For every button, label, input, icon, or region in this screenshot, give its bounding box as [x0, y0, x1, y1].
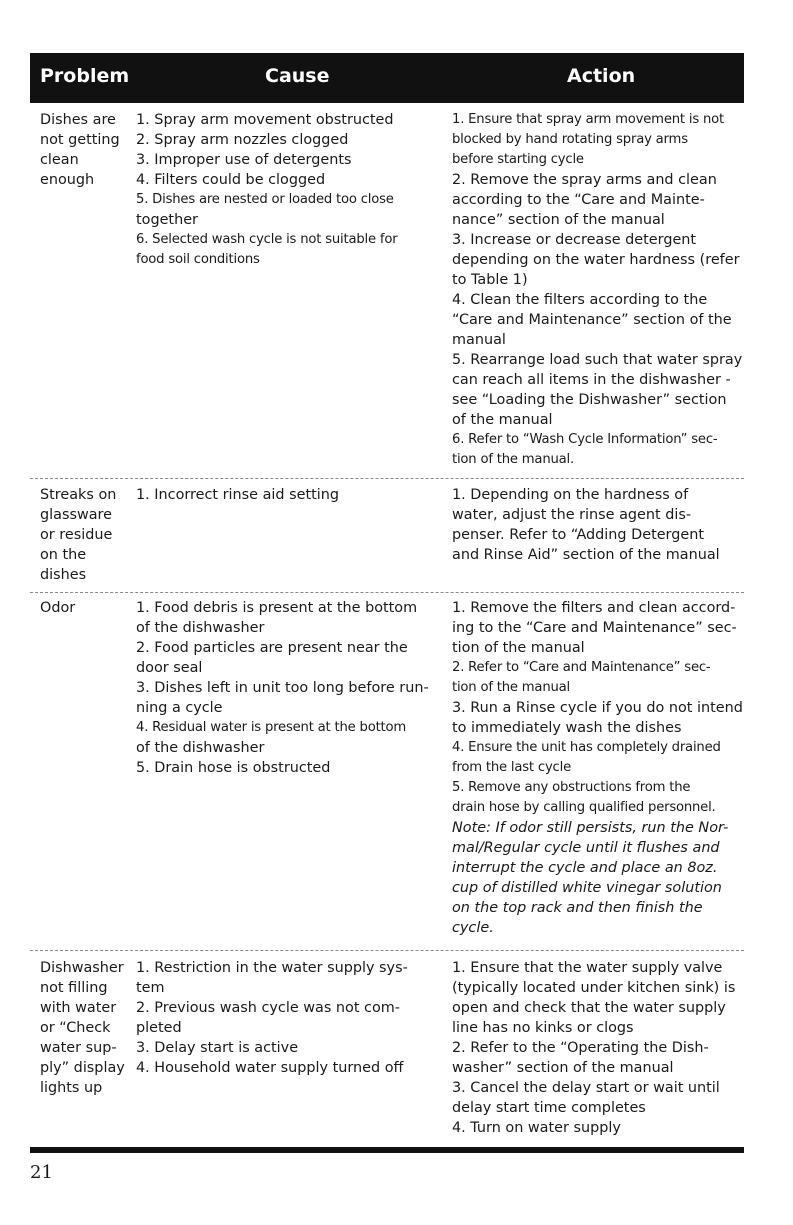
action-line: 4. Clean the filters according to the	[452, 292, 708, 308]
problem-line: ply” display	[40, 1060, 125, 1076]
action-line: from the last cycle	[452, 760, 571, 775]
action-line: 2. Refer to the “Operating the Dish-	[452, 1040, 709, 1056]
header-cause: Cause	[265, 65, 330, 87]
action-line: delay start time completes	[452, 1100, 646, 1116]
cause-cell	[136, 598, 442, 778]
action-cell	[452, 485, 744, 565]
row-divider	[30, 592, 744, 593]
action-line: open and check that the water supply	[452, 1000, 726, 1016]
action-line: cup of distilled white vinegar solution	[452, 880, 722, 896]
cause-line: 6. Selected wash cycle is not suitable for	[136, 232, 398, 247]
cause-line: pleted	[136, 1020, 182, 1036]
action-line: 2. Remove the spray arms and clean	[452, 172, 717, 188]
problem-cell	[40, 958, 138, 1098]
action-line: to Table 1)	[452, 272, 528, 288]
problem-line: Dishes are	[40, 112, 116, 128]
cause-line: door seal	[136, 660, 203, 676]
action-line: 1. Remove the filters and clean accord-	[452, 600, 736, 616]
action-cell	[452, 110, 744, 470]
action-line: 4. Ensure the unit has completely drained	[452, 740, 721, 755]
cause-cell	[136, 958, 442, 1078]
cause-line: ning a cycle	[136, 700, 223, 716]
problem-line: Odor	[40, 600, 76, 616]
problem-cell	[40, 598, 138, 618]
problem-line: glassware	[40, 507, 112, 523]
header-action: Action	[567, 65, 636, 87]
cause-line: food soil conditions	[136, 252, 260, 267]
action-line: and Rinse Aid” section of the manual	[452, 547, 720, 563]
action-line: can reach all items in the dishwasher -	[452, 372, 731, 388]
cause-line: 4. Household water supply turned off	[136, 1060, 404, 1076]
problem-line: enough	[40, 172, 95, 188]
action-line: 1. Ensure that the water supply valve	[452, 960, 723, 976]
problem-line: not filling	[40, 980, 108, 996]
action-line: 3. Cancel the delay start or wait until	[452, 1080, 720, 1096]
cause-line: 2. Food particles are present near the	[136, 640, 408, 656]
action-line: (typically located under kitchen sink) is	[452, 980, 736, 996]
action-line: manual	[452, 332, 506, 348]
problem-line: or residue	[40, 527, 113, 543]
problem-line: lights up	[40, 1080, 103, 1096]
cause-cell	[136, 485, 442, 505]
action-line: tion of the manual.	[452, 452, 574, 467]
action-line: of the manual	[452, 412, 553, 428]
cause-line: 1. Spray arm movement obstructed	[136, 112, 394, 128]
cause-line: of the dishwasher	[136, 620, 265, 636]
action-line: tion of the manual	[452, 680, 570, 695]
cause-line: 3. Dishes left in unit too long before run-	[136, 680, 429, 696]
cause-line: 1. Incorrect rinse aid setting	[136, 487, 340, 503]
table-header	[30, 53, 744, 103]
problem-cell	[40, 110, 138, 190]
action-line: see “Loading the Dishwasher” section	[452, 392, 727, 408]
action-line: 5. Remove any obstructions from the	[452, 780, 691, 795]
cause-line: 2. Previous wash cycle was not com-	[136, 1000, 400, 1016]
action-line: “Care and Maintenance” section of the	[452, 312, 732, 328]
action-line: 1. Depending on the hardness of	[452, 487, 689, 503]
action-line: cycle.	[452, 920, 494, 936]
action-line: tion of the manual	[452, 640, 585, 656]
problem-line: or “Check	[40, 1020, 111, 1036]
cause-line: 4. Filters could be clogged	[136, 172, 326, 188]
header-problem: Problem	[40, 65, 130, 87]
action-line: mal/Regular cycle until it flushes and	[452, 840, 720, 856]
cause-line: 2. Spray arm nozzles clogged	[136, 132, 349, 148]
action-line: penser. Refer to “Adding Detergent	[452, 527, 704, 543]
action-line: 1. Ensure that spray arm movement is not	[452, 112, 724, 127]
problem-line: water sup-	[40, 1040, 117, 1056]
action-cell	[452, 958, 744, 1138]
action-line: before starting cycle	[452, 152, 584, 167]
action-line: 4. Turn on water supply	[452, 1120, 621, 1136]
problem-line: clean	[40, 152, 79, 168]
action-line: 5. Rearrange load such that water spray	[452, 352, 743, 368]
problem-line: Dishwasher	[40, 960, 124, 976]
action-line: according to the “Care and Mainte-	[452, 192, 705, 208]
problem-line: on the	[40, 547, 87, 563]
action-cell	[452, 598, 744, 938]
problem-line: not getting	[40, 132, 120, 148]
action-line: line has no kinks or clogs	[452, 1020, 634, 1036]
cause-line: 3. Improper use of detergents	[136, 152, 352, 168]
row-divider	[30, 950, 744, 951]
action-line: interrupt the cycle and place an 8oz.	[452, 860, 718, 876]
cause-cell	[136, 110, 442, 270]
cause-line: 5. Drain hose is obstructed	[136, 760, 331, 776]
action-line: depending on the water hardness (refer	[452, 252, 740, 268]
problem-line: with water	[40, 1000, 117, 1016]
problem-line: Streaks on	[40, 487, 117, 503]
cause-line: of the dishwasher	[136, 740, 265, 756]
cause-line: tem	[136, 980, 165, 996]
action-line: washer” section of the manual	[452, 1060, 674, 1076]
cause-line: 4. Residual water is present at the bottom	[136, 720, 407, 735]
cause-line: together	[136, 212, 198, 228]
bottom-rule	[30, 1147, 744, 1153]
action-line: 3. Run a Rinse cycle if you do not intend	[452, 700, 743, 716]
action-line: ing to the “Care and Maintenance” sec-	[452, 620, 737, 636]
page-number: 21	[30, 1162, 53, 1183]
action-line: 6. Refer to “Wash Cycle Information” sec-	[452, 432, 718, 447]
cause-line: 1. Restriction in the water supply sys-	[136, 960, 408, 976]
action-line: 3. Increase or decrease detergent	[452, 232, 697, 248]
action-line: blocked by hand rotating spray arms	[452, 132, 688, 147]
action-line: 2. Refer to “Care and Maintenance” sec-	[452, 660, 711, 675]
action-line: water, adjust the rinse agent dis-	[452, 507, 692, 523]
action-line: to immediately wash the dishes	[452, 720, 682, 736]
cause-line: 3. Delay start is active	[136, 1040, 299, 1056]
action-line: nance” section of the manual	[452, 212, 665, 228]
problem-cell	[40, 485, 138, 585]
cause-line: 5. Dishes are nested or loaded too close	[136, 192, 394, 207]
action-line: Note: If odor still persists, run the Nor-	[452, 820, 729, 836]
action-line: drain hose by calling qualified personnel.	[452, 800, 716, 815]
action-line: on the top rack and then finish the	[452, 900, 703, 916]
row-divider	[30, 478, 744, 479]
cause-line: 1. Food debris is present at the bottom	[136, 600, 418, 616]
problem-line: dishes	[40, 567, 87, 583]
